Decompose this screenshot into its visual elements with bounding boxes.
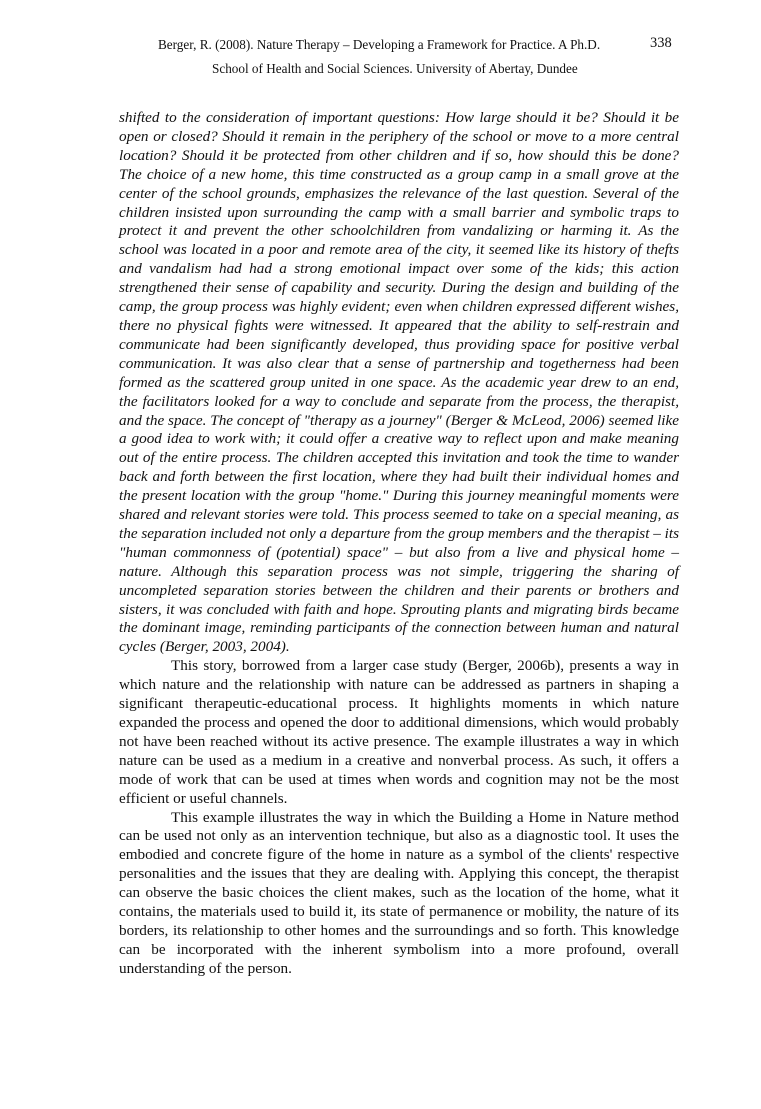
header-citation: Berger, R. (2008). Nature Therapy – Developing a Framework for Practice. A Ph.D. (158, 37, 601, 52)
case-study-paragraph: shifted to the consideration of important questions: How large should it be? Should it be open or closed? Should it remain in the periphery of the school or move to a more central location? Should it be protected from other children and if so, how should this be done? The choice of a new home, this time constructed as a group camp in a small grove at the center of the school grounds, emphasizes the relevance of the last question. Several of the children insisted upon surrounding the camp with a small barrier and symbolic traps to protect it and prevent the other schoolchildren from vandalizing or harming it. As the school was located in a poor and remote area of the city, it seemed like its history of thefts and vandalism had had a strong emotional impact over some of the kids; this action strengthened their sense of capability and security. During the design and building of the camp, the group process was highly evident; even when children expressed different wishes, there no physical fights were witnessed. It appeared that the ability to self-restrain and communicate had been significantly developed, thus providing space for positive verbal communication. It was also clear that a sense of partnership and togetherness had been formed as the scattered group united in one space. As the academic year drew to an end, the facilitators looked for a way to conclude and separate from the process, the therapist, and the space. The concept of "therapy as a journey" (Berger & McLeod, 2006) seemed like a good idea to work with; it could offer a creative way to reflect upon and make meaning out of the entire process. The children accepted this invitation and took the time to wander back and forth between the first location, where they had built their individual homes and the present location with the group "home." During this journey meaningful moments were shared and relevant stories were told. This process seemed to take on a special meaning, as the separation included not only a departure from the group members and the therapist – its "human commonness of (potential) space" – but also from a live and physical home – nature. Although this separation process was not simple, triggering the sharing of uncompleted separation stories between the children and their parents or brothers and sisters, it was concluded with faith and hope. Sprouting plants and migrating birds became the dominant image, reminding participants of the connection between human and natural cycles (Berger, 2003, 2004). (119, 109, 679, 656)
body-text (119, 109, 679, 979)
discussion-paragraph: This story, borrowed from a larger case study (Berger, 2006b), presents a way in which nature and the relationship with nature can be addressed as partners in shaping a significant therapeutic-educational process. It highlights moments in which nature expanded the process and opened the door to additional dimensions, which would probably not have been reached without its active presence. The example illustrates a way in which nature can be used as a medium in a creative and nonverbal process. As such, it offers a mode of work that can be used at times when words and cognition may not be the most efficient or useful channels. (119, 657, 679, 807)
header-institution: School of Health and Social Sciences. University of Abertay, Dundee (212, 61, 578, 76)
method-paragraph: This example illustrates the way in which the Building a Home in Nature method can be used not only as an intervention technique, but also as a diagnostic tool. It uses the embodied and concrete figure of the home in nature as a symbol of the clients' respective personalities and the issues that they are dealing with. Applying this concept, the therapist can observe the basic choices the client makes, such as the location of the home, what it contains, the materials used to build it, its state of permanence or mobility, the nature of its borders, its relationship to other homes and the surroundings and so forth. This knowledge can be incorporated with the inherent symbolism into a more profound, overall understanding of the person. (119, 808, 679, 977)
page-number: 338 (650, 35, 672, 51)
